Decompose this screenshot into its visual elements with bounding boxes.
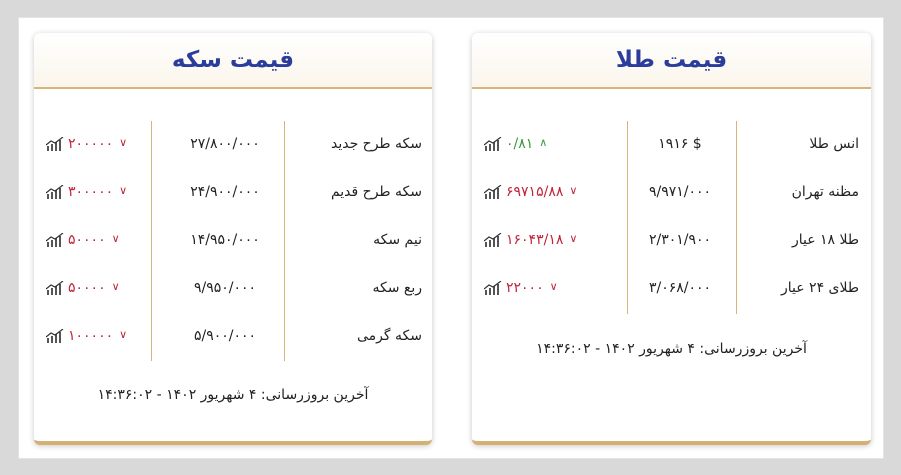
chevron-down-icon: ∨: [111, 232, 120, 245]
change-value: ۵۰۰۰۰: [68, 232, 106, 248]
table-row: [472, 273, 871, 303]
item-name: ربع سکه: [372, 280, 422, 296]
price-change: [484, 273, 558, 303]
price-change: [484, 129, 547, 159]
last-update-text: آخرین بروزرسانی: ۴ شهریور ۱۴۰۲ - ۱۴:۳۶:۰۲: [536, 341, 807, 357]
item-name: سکه گرمی: [357, 328, 422, 344]
chart-icon[interactable]: [46, 281, 64, 295]
chevron-up-icon: ∧: [539, 136, 548, 149]
chevron-down-icon: ∨: [119, 328, 128, 341]
chevron-down-icon: ∨: [569, 184, 578, 197]
chart-icon[interactable]: [484, 185, 502, 199]
chevron-down-icon: ∨: [549, 280, 558, 293]
item-name: نیم سکه: [373, 232, 422, 248]
table-row: [34, 225, 432, 255]
change-value: ۳۰۰۰۰۰: [68, 184, 114, 200]
price-change: [484, 225, 577, 255]
price-change: [46, 225, 120, 255]
price-change: [46, 321, 127, 351]
item-price: ۳/۰۶۸/۰۰۰: [648, 280, 712, 296]
price-change: [46, 177, 127, 207]
table-row: [472, 129, 871, 159]
chart-icon[interactable]: [46, 137, 64, 151]
table-row: [34, 177, 432, 207]
change-value: ۲۲۰۰۰: [506, 280, 544, 296]
item-price: ۲۴/۹۰۰/۰۰۰: [190, 184, 260, 200]
change-value: ۲۰۰۰۰۰: [68, 136, 114, 152]
item-name: سکه طرح جدید: [330, 136, 422, 152]
item-name: انس طلا: [809, 136, 859, 152]
item-name: سکه طرح قدیم: [330, 184, 422, 200]
chart-icon[interactable]: [484, 233, 502, 247]
table-row: [34, 321, 432, 351]
chevron-down-icon: ∨: [111, 280, 120, 293]
change-value: ۰/۸۱: [506, 136, 534, 152]
item-name: طلای ۲۴ عیار: [780, 280, 859, 296]
item-price: ۵/۹۰۰/۰۰۰: [193, 328, 257, 344]
price-change: [46, 129, 127, 159]
change-value: ۵۰۰۰۰: [68, 280, 106, 296]
last-update-text: آخرین بروزرسانی: ۴ شهریور ۱۴۰۲ - ۱۴:۳۶:۰۲: [97, 387, 369, 403]
chevron-down-icon: ∨: [119, 184, 128, 197]
item-price: ۱۹۱۶ $: [658, 136, 702, 152]
card-header: [472, 33, 871, 89]
price-change: [484, 177, 577, 207]
chevron-down-icon: ∨: [569, 232, 578, 245]
item-price: ۲/۳۰۱/۹۰۰: [648, 232, 712, 248]
coin-price-card: [34, 33, 432, 445]
table-row: [472, 225, 871, 255]
card-title: قیمت طلا: [615, 47, 728, 73]
chart-icon[interactable]: [484, 281, 502, 295]
item-price: ۲۷/۸۰۰/۰۰۰: [190, 136, 260, 152]
chart-icon[interactable]: [46, 185, 64, 199]
chevron-down-icon: ∨: [119, 136, 128, 149]
change-value: ۱۰۰۰۰۰: [68, 328, 114, 344]
item-price: ۹/۹۵۰/۰۰۰: [193, 280, 257, 296]
chart-icon[interactable]: [46, 329, 64, 343]
gold-price-card: [472, 33, 871, 445]
chart-icon[interactable]: [46, 233, 64, 247]
table-row: [34, 129, 432, 159]
item-name: طلا ۱۸ عیار: [791, 232, 859, 248]
change-value: ۶۹۷۱۵/۸۸: [506, 184, 564, 200]
card-title: قیمت سکه: [171, 47, 295, 73]
item-name: مظنه تهران: [791, 184, 859, 200]
card-header: [34, 33, 432, 89]
item-price: ۹/۹۷۱/۰۰۰: [648, 184, 712, 200]
table-row: [34, 273, 432, 303]
table-row: [472, 177, 871, 207]
change-value: ۱۶۰۴۳/۱۸: [506, 232, 564, 248]
item-price: ۱۴/۹۵۰/۰۰۰: [190, 232, 260, 248]
chart-icon[interactable]: [484, 137, 502, 151]
price-change: [46, 273, 120, 303]
